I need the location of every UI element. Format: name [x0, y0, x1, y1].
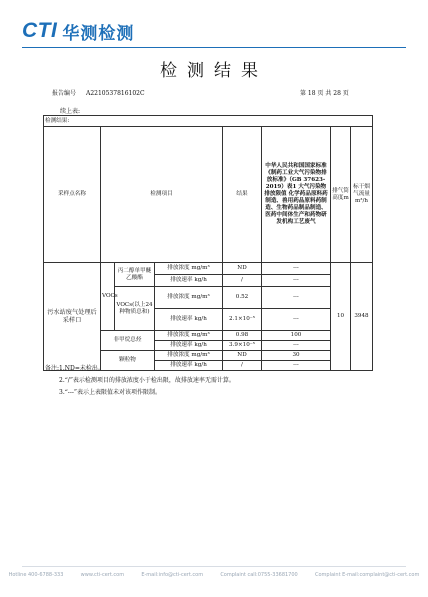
company-logo: [22, 18, 134, 44]
footer-divider: [22, 566, 406, 567]
limit-cell: ---: [262, 263, 331, 275]
notes-block: [45, 363, 375, 399]
result-cell: 0.98: [223, 331, 262, 341]
logo-chinese-text: 华测检测: [62, 23, 135, 44]
item-name: 颗粒物: [101, 351, 155, 371]
footer-website: www.cti-cert.com: [80, 572, 125, 578]
header-divider: [22, 47, 406, 48]
page-info: 第 18 页 共 28 页: [300, 90, 349, 97]
footer-email: E-mail:info@cti-cert.com: [141, 572, 204, 578]
footer-complaint-call: Complaint call:0755-33681700: [220, 572, 298, 578]
header-flow: 标干烟气流量m³/h: [351, 127, 373, 263]
limit-cell: 100: [262, 331, 331, 341]
header-height: 排气筒高度m: [331, 127, 351, 263]
item-name: 非甲烷总烃: [101, 331, 155, 351]
report-number: [52, 88, 145, 97]
param-cell: 排放速率 kg/h: [155, 275, 223, 287]
param-cell: 排放速率 kg/h: [155, 341, 223, 351]
note-3: 3.“---”表示上表限值未对该项作限制。: [59, 389, 161, 396]
param-cell: 排放速率 kg/h: [155, 361, 223, 371]
item-name: 丙二醇单甲醚乙酸酯: [115, 263, 155, 287]
param-cell: 排放浓度 mg/m³: [155, 287, 223, 309]
notes-label-text: 备注:: [45, 365, 60, 372]
result-cell: 3.9×10⁻⁵: [223, 341, 262, 351]
logo-cti-text: CTI: [22, 19, 58, 42]
result-cell: ND: [223, 351, 262, 361]
result-cell: 2.1×10⁻⁵: [223, 309, 262, 331]
flow-value: 3948: [351, 263, 373, 371]
note-1: 1.ND=未检出。: [59, 365, 104, 372]
results-table: [43, 115, 373, 371]
param-cell: 排放浓度 mg/m³: [155, 263, 223, 275]
result-cell: /: [223, 361, 262, 371]
footer: [0, 572, 428, 578]
report-number-value: A2210537816102C: [86, 90, 145, 97]
limit-cell: ---: [262, 361, 331, 371]
param-cell: 排放浓度 mg/m³: [155, 351, 223, 361]
header-standard: 中华人民共和国国家标准《制药工业大气污染物排放标准》（GB 37623-2019）表1 大气污染物排放限值 化学药品原料药制造、兽用药品原料药制造、生物药品制品制造、医药中间体生产和药物研发机构工艺废气: [262, 127, 331, 263]
header-result: 结果: [223, 127, 262, 263]
limit-cell: ---: [262, 341, 331, 351]
vocs-label: VOCs: [101, 263, 115, 331]
notes-label: [45, 363, 375, 375]
report-number-label: 报告编号: [52, 90, 77, 97]
result-cell: ND: [223, 263, 262, 275]
note-2: 2.“/”表示检测项目的排放浓度小于检出限，故排放速率无需计算。: [59, 377, 235, 384]
height-value: 10: [331, 263, 351, 371]
result-cell: /: [223, 275, 262, 287]
header-item: 检测项目: [101, 127, 223, 263]
limit-cell: ---: [262, 287, 331, 309]
header-site: 采样点名称: [44, 127, 101, 263]
site-name: 污水站废气处理后采样口: [44, 263, 101, 371]
limit-cell: ---: [262, 275, 331, 287]
param-cell: 排放浓度 mg/m³: [155, 331, 223, 341]
limit-cell: 30: [262, 351, 331, 361]
param-cell: 排放速率 kg/h: [155, 309, 223, 331]
item-name: VOCs(以上24种物质总和): [115, 287, 155, 331]
limit-cell: ---: [262, 309, 331, 331]
section-title: 检测结果:: [44, 116, 373, 127]
continued-label: 续上表:: [60, 108, 81, 115]
page-title: 检测结果: [160, 61, 268, 81]
result-cell: 0.52: [223, 287, 262, 309]
footer-hotline: Hotline 400-6788-333: [8, 572, 64, 578]
footer-complaint-email: Complaint E-mail:complaint@cti-cert.com: [314, 572, 420, 578]
